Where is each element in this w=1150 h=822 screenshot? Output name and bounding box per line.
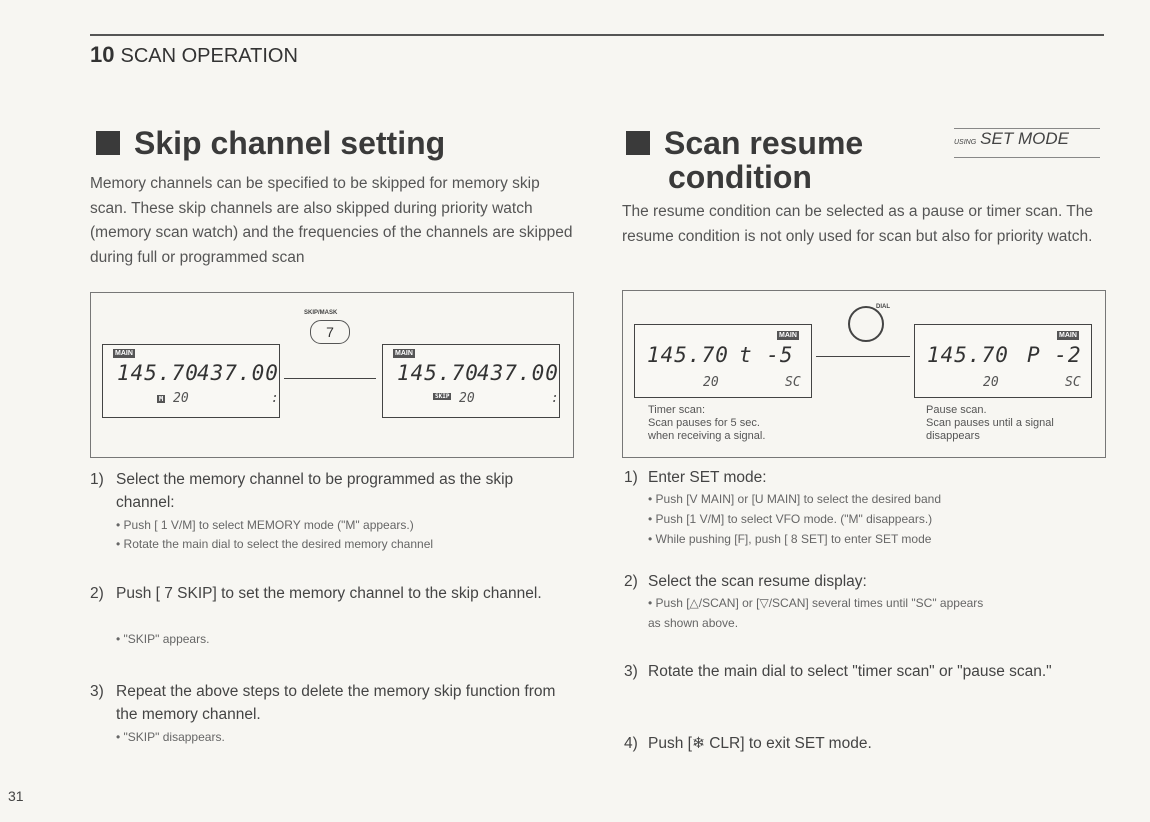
step-number: 1) (90, 471, 104, 488)
skip-indicator: SKIP (435, 393, 450, 400)
step-text: Push [ 7 SKIP] to set the memory channel to the skip channel. (116, 585, 542, 602)
step-text: Select the memory channel to be programmed as the skip channel: (116, 471, 514, 511)
lcd-freq: 145.70 (927, 343, 1009, 367)
lcd-resume-mode: P -2 (1027, 343, 1082, 367)
memory-indicator: M (159, 395, 164, 403)
caption-line: when receiving a signal. (648, 430, 766, 442)
chapter-header (90, 42, 298, 68)
set-mode-tag (954, 128, 1100, 158)
heading-square-icon (626, 131, 650, 155)
main-badge: MAIN (779, 332, 797, 339)
step-sub: • Push [V MAIN] or [U MAIN] to select the desired band (648, 492, 941, 506)
lcd-channel: 20 (703, 375, 719, 390)
scan-resume-intro: The resume condition can be selected as a pause or timer scan. The resume condition is not only used for scan but also for priority watch. (622, 203, 1094, 245)
arrow-line (816, 356, 910, 357)
step-sub: • Push [ 1 V/M] to select MEMORY mode ("M" appears.) (116, 518, 414, 532)
main-badge: MAIN (115, 350, 133, 357)
lcd-freq-sub: 437.00 (477, 361, 559, 385)
step-sub: • "SKIP" disappears. (116, 730, 225, 744)
step-sub: • While pushing [F], push [ 8 SET] to enter SET mode (648, 532, 932, 546)
heading-line-1: Scan resume (664, 125, 864, 161)
step-text: Enter SET mode: (648, 469, 767, 486)
step-number: 1) (624, 469, 638, 486)
header-rule (90, 34, 1104, 36)
chapter-title: SCAN OPERATION (120, 45, 298, 67)
step-number: 3) (90, 683, 104, 700)
step-sub: • Push [1 V/M] to select VFO mode. ("M" disappears.) (648, 512, 933, 526)
caption-line: disappears (926, 430, 980, 442)
lcd-resume-mode: t -5 (739, 343, 794, 367)
lcd-freq-sub: 437.00 (197, 361, 279, 385)
tag-text: SET MODE (980, 129, 1069, 148)
page-number: 31 (8, 788, 24, 804)
scan-resume-heading (626, 126, 863, 160)
step-number: 2) (624, 573, 638, 590)
caption-pause (926, 404, 1054, 443)
dial-label: DIAL (876, 304, 890, 310)
lcd-right-skip (382, 344, 560, 418)
caption-line: Scan pauses until a signal (926, 417, 1054, 429)
caption-line: Pause scan. (926, 404, 987, 416)
main-badge: MAIN (395, 350, 413, 357)
step-text: Repeat the above steps to delete the memory skip function from the memory channel. (116, 683, 556, 723)
caption-line: Scan pauses for 5 sec. (648, 417, 760, 429)
skip-heading-text: Skip channel setting (134, 125, 446, 161)
caption-line: Timer scan: (648, 404, 706, 416)
lcd-edge: : (271, 391, 279, 406)
step-number: 4) (624, 735, 638, 752)
step-sub: • Rotate the main dial to select the desired memory channel (116, 537, 434, 551)
lcd-channel: 20 (173, 391, 189, 406)
chapter-number: 10 (90, 42, 115, 67)
heading-square-icon (96, 131, 120, 155)
step-text: Rotate the main dial to select "timer scan" or "pause scan." (648, 663, 1052, 680)
main-badge: MAIN (1059, 332, 1077, 339)
lcd-edge: : (551, 391, 559, 406)
skip-intro: Memory channels can be specified to be skipped for memory skip scan. These skip channels are also skipped during priority watch (memory scan watch) and the frequencies of the channels are skipped during full or programmed scan (90, 175, 573, 266)
lcd-freq-main: 145.70 (397, 361, 479, 385)
step-number: 3) (624, 663, 638, 680)
lcd-pause-scan (914, 324, 1092, 398)
lcd-left-skip (102, 344, 280, 418)
skip-key-label: SKIP/MASK (304, 310, 338, 316)
scan-resume-heading-2: condition (668, 159, 812, 195)
arrow-line (284, 378, 376, 379)
lcd-sc: SC (1065, 375, 1081, 390)
lcd-freq: 145.70 (647, 343, 729, 367)
step-sub: as shown above. (648, 616, 739, 630)
caption-timer (648, 404, 765, 443)
step-sub: • Push [△/SCAN] or [▽/SCAN] several times until "SC" appears (648, 596, 984, 610)
lcd-channel: 20 (983, 375, 999, 390)
tag-prefix: USING (954, 139, 977, 146)
step-number: 2) (90, 585, 104, 602)
lcd-freq-main: 145.70 (117, 361, 199, 385)
step-text: Push [❄ CLR] to exit SET mode. (648, 735, 872, 752)
lcd-channel: 20 (459, 391, 475, 406)
skip-key-icon: 7 (310, 320, 350, 344)
step-text: Select the scan resume display: (648, 573, 867, 590)
step-sub: • "SKIP" appears. (116, 632, 210, 646)
dial-knob-icon (848, 306, 884, 342)
lcd-timer-scan (634, 324, 812, 398)
skip-heading (96, 126, 445, 160)
lcd-sc: SC (785, 375, 801, 390)
